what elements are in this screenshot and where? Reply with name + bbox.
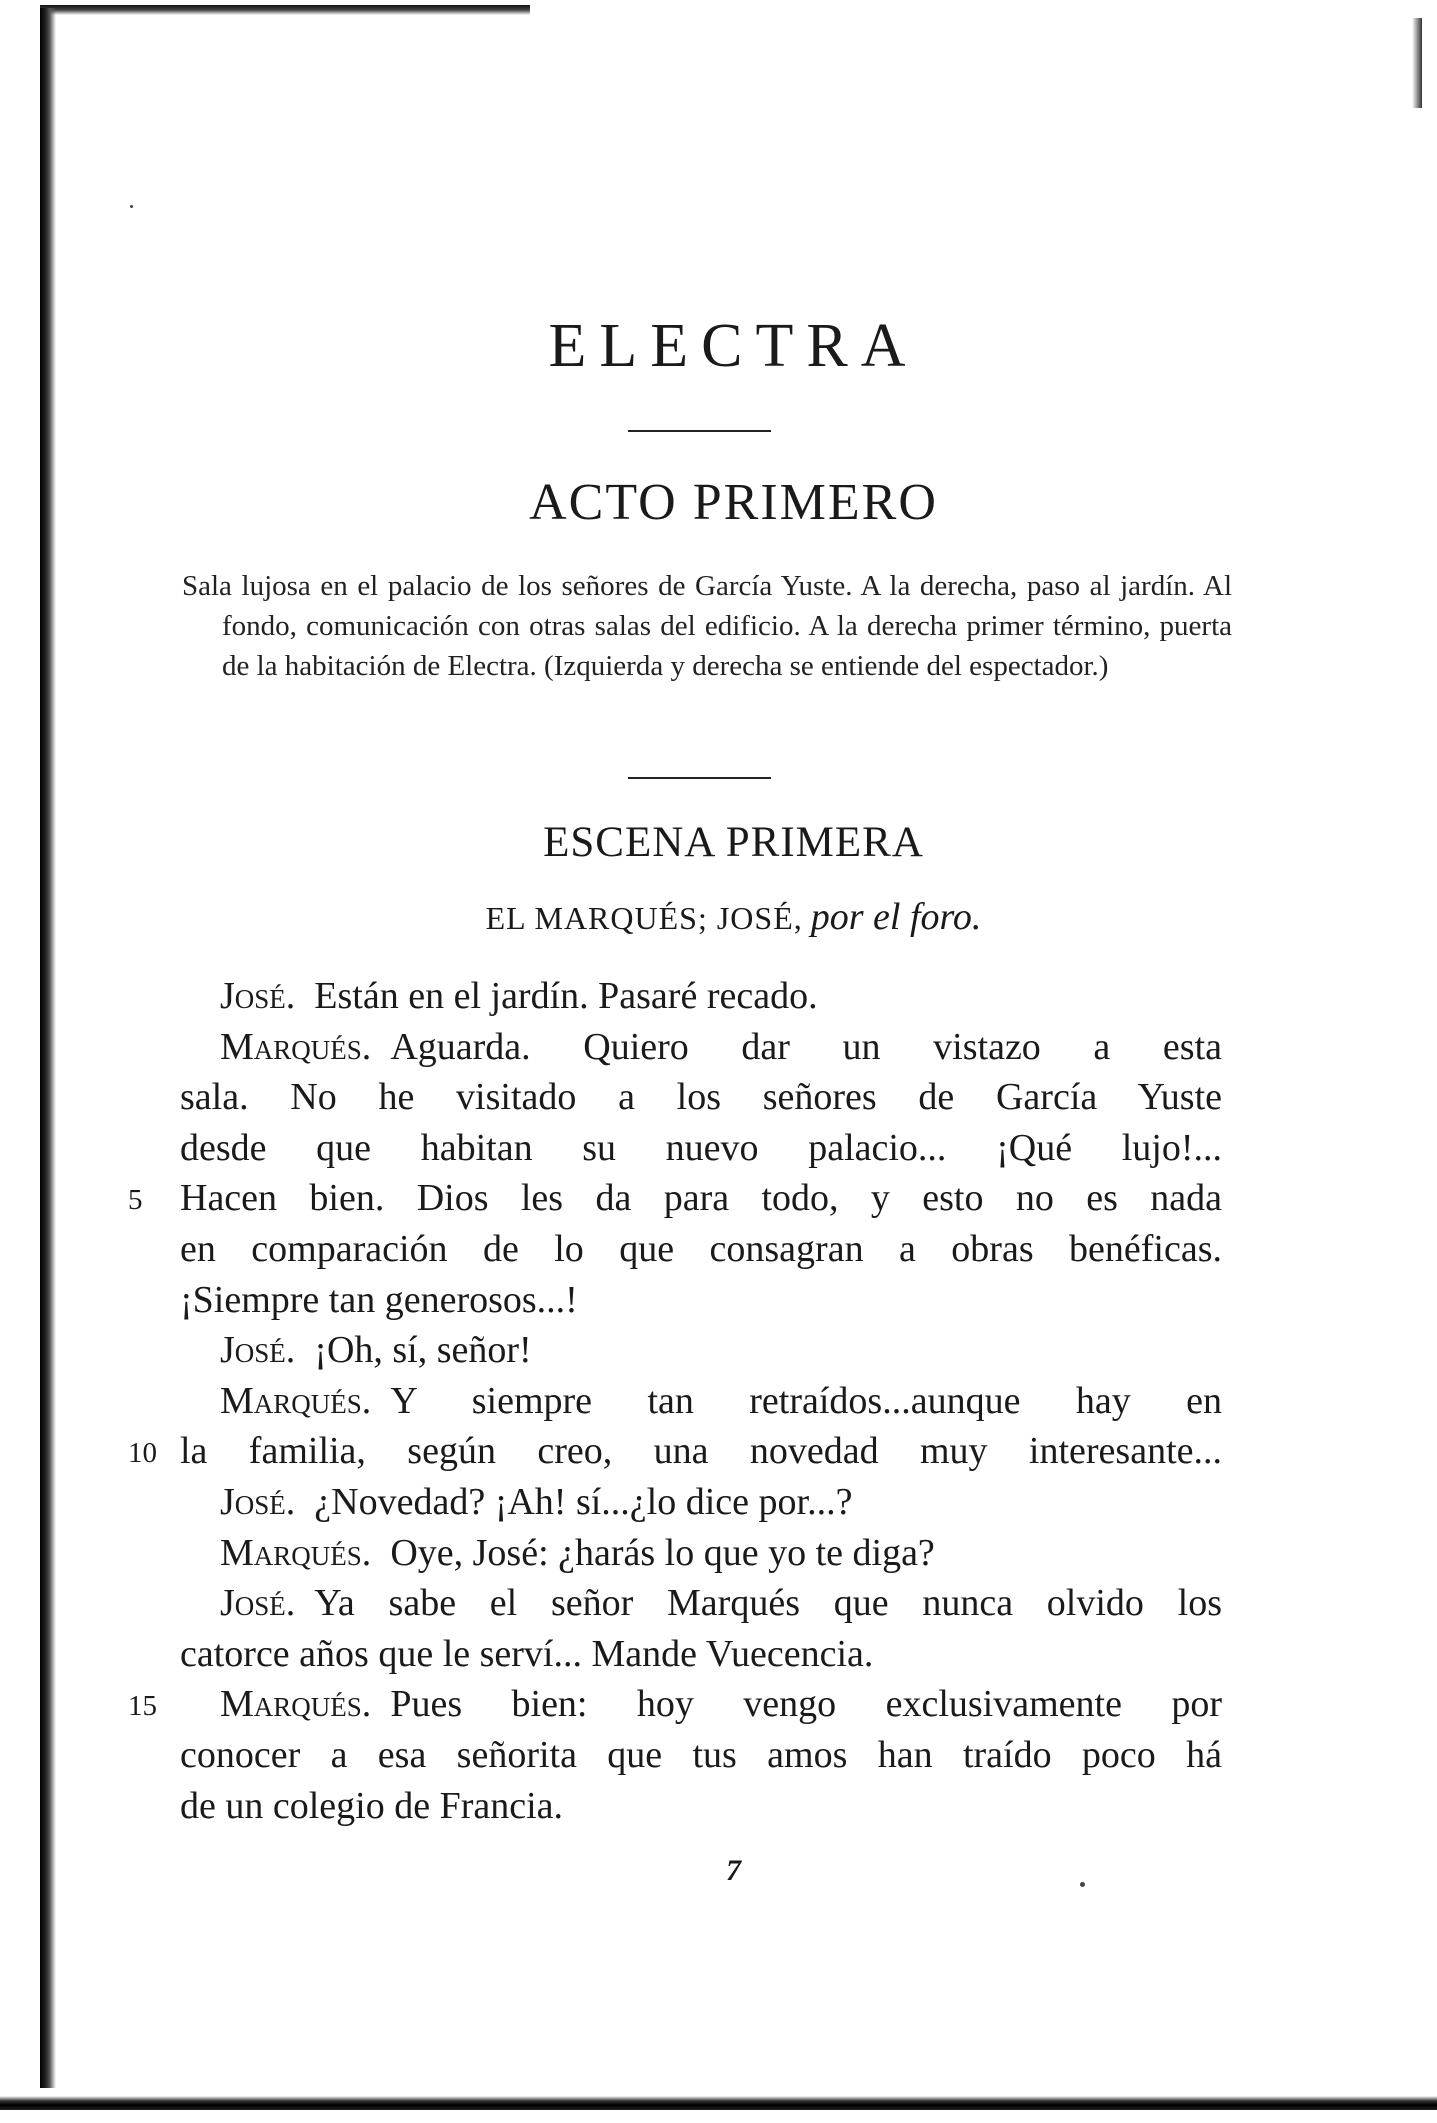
- speaker-name: José.: [220, 1329, 296, 1372]
- print-speck: [130, 205, 133, 208]
- scene-characters: [0, 898, 1437, 936]
- margin-line-number: 5: [128, 1184, 143, 1217]
- dialogue-line: [180, 1325, 1222, 1376]
- dialogue-line: [180, 1072, 1222, 1123]
- line-text: Oye, José: ¿harás lo que yo te diga?: [390, 1531, 935, 1574]
- speaker-name: José.: [220, 1582, 296, 1625]
- page-edge-bottom: [0, 2096, 1437, 2110]
- dialogue-line: [180, 1426, 1222, 1477]
- speaker-name: José.: [220, 1480, 296, 1523]
- line-text: Ya sabe el señor Marqués que nunca olvido los: [314, 1582, 1222, 1625]
- stage-direction-text: Sala lujosa en el palacio de los señores de García Yuste. A la derecha, paso al jardín. Al fondo, comunicación con otras salas del edificio. A la derecha primer término, puerta de la habitación de Electra. (Izquierda y derecha se entiende del espectador.): [182, 570, 1232, 682]
- title-rule: [628, 430, 771, 432]
- line-text: en comparación de lo que consagran a obras benéficas.: [180, 1227, 1222, 1270]
- dialogue-text: [180, 971, 1222, 1831]
- margin-line-number: 10: [128, 1437, 157, 1470]
- dialogue-line: [180, 971, 1222, 1022]
- speaker-name: Marqués.: [220, 1683, 372, 1726]
- margin-line-number: 15: [128, 1690, 157, 1723]
- line-text: desde que habitan su nuevo palacio... ¡Qué lujo!...: [180, 1126, 1222, 1169]
- page-edge-right: [1412, 18, 1422, 108]
- scene-rule: [628, 777, 771, 779]
- line-text: catorce años que le serví... Mande Vuecencia.: [180, 1632, 874, 1675]
- speaker-name: Marqués.: [220, 1531, 372, 1574]
- scene-entrance-note: por el foro.: [810, 896, 982, 938]
- speaker-name: José.: [220, 975, 296, 1017]
- line-text: ¿Novedad? ¡Ah! sí...¿lo dice por...?: [314, 1480, 853, 1523]
- line-text: Están en el jardín. Pasaré recado.: [314, 975, 818, 1017]
- dialogue-line: [180, 1679, 1222, 1730]
- dialogue-line: [180, 1528, 1222, 1579]
- dialogue-line: [180, 1730, 1222, 1781]
- dialogue-line: [180, 1022, 1222, 1073]
- line-text: Hacen bien. Dios les da para todo, y esto no es nada: [180, 1177, 1222, 1220]
- dialogue-line: [180, 1123, 1222, 1174]
- dialogue-line: [180, 1629, 1222, 1680]
- page-number: 7: [726, 1854, 741, 1887]
- dialogue-line: [180, 1578, 1222, 1629]
- line-text: conocer a esa señorita que tus amos han traído poco há: [180, 1733, 1222, 1776]
- line-text: la familia, según creo, una novedad muy interesante...: [180, 1430, 1222, 1473]
- dialogue-line: [180, 1173, 1222, 1224]
- line-text: de un colegio de Francia.: [180, 1784, 564, 1827]
- act-heading: ACTO PRIMERO: [529, 474, 938, 531]
- print-speck: [1080, 1882, 1085, 1887]
- line-text: Pues bien: hoy vengo exclusivamente por: [390, 1683, 1222, 1726]
- line-text: ¡Siempre tan generosos...!: [180, 1278, 578, 1321]
- line-text: Y siempre tan retraídos...aunque hay en: [390, 1379, 1222, 1422]
- play-title: ELECTRA: [548, 312, 919, 380]
- scene-character-names: EL MARQUÉS; JOSÉ,: [485, 900, 803, 936]
- speaker-name: Marqués.: [220, 1025, 372, 1068]
- line-text: ¡Oh, sí, señor!: [314, 1329, 532, 1372]
- speaker-name: Marqués.: [220, 1379, 372, 1422]
- dialogue-line: [180, 1781, 1222, 1832]
- stage-direction: [182, 566, 1232, 686]
- page-edge-top: [40, 5, 530, 15]
- scene-heading: ESCENA PRIMERA: [543, 819, 924, 866]
- dialogue-line: [180, 1477, 1222, 1528]
- dialogue-line: [180, 1275, 1222, 1326]
- dialogue-line: [180, 1224, 1222, 1275]
- dialogue-line: [180, 1376, 1222, 1427]
- line-text: Aguarda. Quiero dar un vistazo a esta: [390, 1025, 1222, 1068]
- line-text: sala. No he visitado a los señores de García Yuste: [180, 1076, 1222, 1119]
